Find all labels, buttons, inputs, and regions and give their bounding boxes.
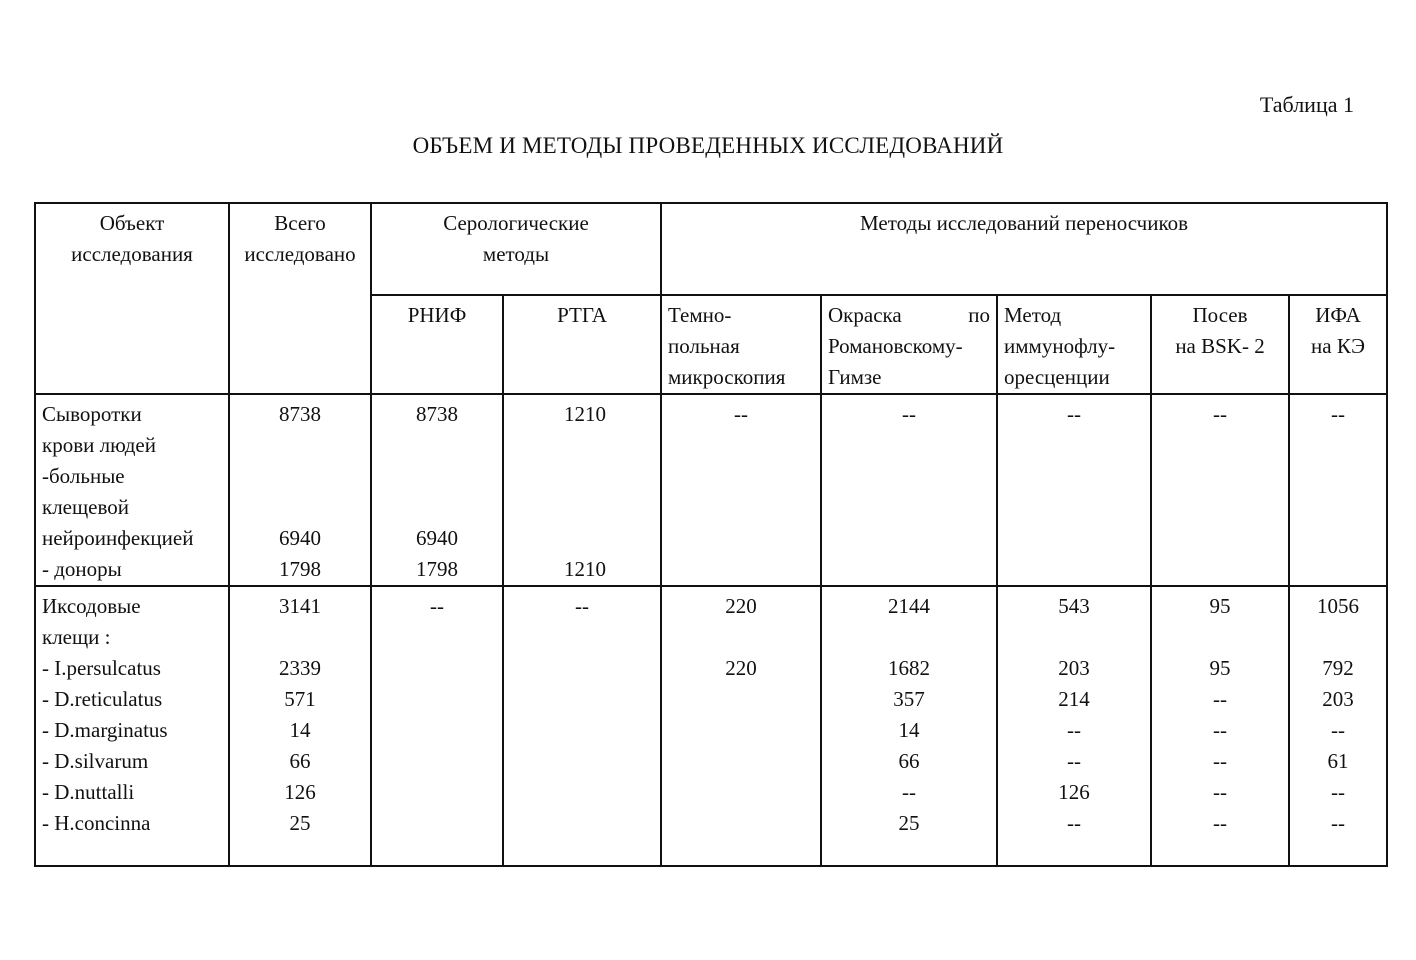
- cell-line: [668, 684, 814, 715]
- cell-line: - доноры: [42, 557, 122, 581]
- cell-line: - D.nuttalli: [42, 780, 135, 804]
- cell-line: 6940: [279, 526, 321, 550]
- cell-line: 220: [725, 594, 757, 618]
- col-header-serology: [371, 203, 661, 295]
- cell-line: --: [1213, 749, 1228, 773]
- col-header-object-line: Объект: [99, 211, 165, 235]
- sera-romanovsky-cell: [821, 394, 997, 586]
- cell-line: 214: [1058, 687, 1090, 711]
- cell-line: 1798: [416, 557, 458, 581]
- cell-line: --: [430, 594, 444, 618]
- sera-ifa-cell: [1289, 394, 1387, 586]
- col-header-immuno-line: Метод: [1004, 303, 1062, 327]
- cell-line: --: [1067, 718, 1082, 742]
- cell-line: [668, 808, 814, 839]
- col-header-serology-line: Серологические: [443, 211, 589, 235]
- col-header-darkfield-line: микроскопия: [668, 365, 786, 389]
- cell-line: 126: [1058, 780, 1090, 804]
- cell-line: [1004, 622, 1144, 653]
- cell-line: - D.silvarum: [42, 749, 149, 773]
- cell-line: -больные: [42, 464, 125, 488]
- cell-line: 14: [289, 718, 311, 742]
- sera-rtga-cell: [503, 394, 661, 586]
- col-header-ifa: [1289, 295, 1387, 394]
- ticks-romanovsky-cell: [821, 586, 997, 866]
- col-header-immuno: [997, 295, 1151, 394]
- cell-line: нейроинфекцией: [42, 526, 194, 550]
- col-header-object: [35, 203, 229, 394]
- col-header-darkfield-line: Темно-: [668, 303, 732, 327]
- cell-line: 2144: [888, 594, 931, 618]
- ticks-darkfield-cell: [661, 586, 821, 866]
- cell-line: [236, 492, 364, 523]
- col-header-vector-methods-label: Методы исследований переносчиков: [860, 211, 1188, 235]
- cell-line: 61: [1327, 749, 1349, 773]
- col-header-romanovsky-word: Окраска: [828, 303, 902, 327]
- cell-line: --: [1331, 811, 1346, 835]
- cell-line: 66: [289, 749, 311, 773]
- ticks-ifa-cell: [1289, 586, 1387, 866]
- cell-line: 66: [898, 749, 920, 773]
- ticks-rnif-cell: [371, 586, 503, 866]
- cell-line: 2339: [279, 656, 321, 680]
- cell-line: --: [1213, 811, 1228, 835]
- ticks-immuno-cell: [997, 586, 1151, 866]
- cell-line: 1210: [564, 557, 607, 581]
- col-header-total-line: исследовано: [244, 242, 356, 266]
- cell-line: --: [1067, 749, 1082, 773]
- sera-object-cell: [35, 394, 229, 586]
- cell-line: 25: [289, 811, 311, 835]
- cell-line: --: [1213, 780, 1228, 804]
- cell-line: Иксодовые: [42, 594, 141, 618]
- cell-line: 8738: [416, 402, 458, 426]
- cell-line: 1210: [564, 402, 607, 426]
- sera-immuno-cell: [997, 394, 1151, 586]
- cell-line: --: [1067, 402, 1082, 426]
- col-header-total-line: Всего: [274, 211, 326, 235]
- cell-line: 1682: [888, 656, 931, 680]
- cell-line: [668, 622, 814, 653]
- col-header-darkfield-line: польная: [668, 334, 740, 358]
- cell-line: 571: [284, 687, 316, 711]
- cell-line: [510, 461, 606, 492]
- col-header-bsk: [1151, 295, 1289, 394]
- cell-line: --: [1213, 718, 1228, 742]
- col-header-ifa-line: на КЭ: [1311, 334, 1365, 358]
- ticks-bsk-cell: [1151, 586, 1289, 866]
- ticks-total-cell: [229, 586, 371, 866]
- col-header-bsk-line: на BSK- 2: [1175, 334, 1265, 358]
- col-header-rnif: РНИФ: [371, 295, 503, 394]
- cell-line: - H.concinna: [42, 811, 151, 835]
- col-header-romanovsky-line: Гимзе: [828, 365, 882, 389]
- cell-line: [510, 523, 606, 554]
- sera-total-cell: [229, 394, 371, 586]
- document-title: ОБЪЕМ И МЕТОДЫ ПРОВЕДЕННЫХ ИССЛЕДОВАНИЙ: [412, 133, 1004, 158]
- header-row-1: [35, 203, 1387, 295]
- cell-line: 1798: [279, 557, 321, 581]
- table-row-ticks: [35, 586, 1387, 866]
- cell-line: [828, 622, 990, 653]
- col-header-total: [229, 203, 371, 394]
- col-header-romanovsky-line: [828, 300, 990, 331]
- cell-line: [236, 461, 364, 492]
- col-header-vector-methods: [661, 203, 1387, 295]
- cell-line: [236, 430, 364, 461]
- sera-bsk-cell: [1151, 394, 1289, 586]
- cell-line: --: [902, 402, 917, 426]
- col-header-romanovsky-line: Романовскому-: [828, 334, 963, 358]
- cell-line: [1158, 622, 1282, 653]
- col-header-immuno-line: иммунофлу-: [1004, 334, 1116, 358]
- sera-darkfield-cell: [661, 394, 821, 586]
- cell-line: --: [1067, 811, 1082, 835]
- cell-line: - D.reticulatus: [42, 687, 163, 711]
- cell-line: --: [734, 402, 749, 426]
- cell-line: 6940: [416, 526, 458, 550]
- table-number-label: Таблица 1: [1259, 92, 1354, 117]
- cell-line: --: [1331, 780, 1346, 804]
- cell-line: 203: [1058, 656, 1090, 680]
- cell-line: [1296, 622, 1380, 653]
- cell-line: [510, 492, 606, 523]
- cell-line: крови людей: [42, 433, 156, 457]
- col-header-romanovsky: [821, 295, 997, 394]
- ticks-rtga-cell: [503, 586, 661, 866]
- cell-line: клещевой: [42, 495, 130, 519]
- cell-line: 220: [725, 656, 757, 680]
- cell-line: 14: [898, 718, 920, 742]
- cell-line: [378, 492, 496, 523]
- col-header-bsk-line: Посев: [1192, 303, 1248, 327]
- table-row-sera: [35, 394, 1387, 586]
- cell-line: --: [902, 780, 917, 804]
- cell-line: [668, 777, 814, 808]
- cell-line: --: [1331, 402, 1346, 426]
- cell-line: 25: [898, 811, 920, 835]
- col-header-romanovsky-word: по: [968, 303, 991, 327]
- cell-line: 792: [1322, 656, 1354, 680]
- cell-line: 1056: [1317, 594, 1360, 618]
- research-table: [34, 202, 1388, 867]
- col-header-rtga: РТГА: [503, 295, 661, 394]
- cell-line: 203: [1322, 687, 1354, 711]
- cell-line: [236, 622, 364, 653]
- cell-line: [378, 461, 496, 492]
- col-header-ifa-line: ИФА: [1315, 303, 1361, 327]
- cell-line: [378, 430, 496, 461]
- cell-line: [668, 715, 814, 746]
- cell-line: 3141: [279, 594, 321, 618]
- col-header-object-line: исследования: [71, 242, 193, 266]
- cell-line: - D.marginatus: [42, 718, 168, 742]
- cell-line: [510, 430, 606, 461]
- cell-line: 357: [893, 687, 925, 711]
- cell-line: [668, 746, 814, 777]
- col-header-immuno-line: оресценции: [1004, 365, 1110, 389]
- cell-line: 95: [1209, 656, 1231, 680]
- cell-line: 543: [1058, 594, 1090, 618]
- cell-line: - I.persulcatus: [42, 656, 161, 680]
- sera-rnif-cell: [371, 394, 503, 586]
- cell-line: Сыворотки: [42, 402, 142, 426]
- cell-line: --: [575, 594, 589, 618]
- cell-line: 8738: [279, 402, 321, 426]
- cell-line: --: [1213, 687, 1228, 711]
- cell-line: клещи :: [42, 625, 111, 649]
- col-header-darkfield: [661, 295, 821, 394]
- cell-line: 95: [1209, 594, 1231, 618]
- col-header-serology-line: методы: [482, 242, 550, 266]
- ticks-object-cell: [35, 586, 229, 866]
- cell-line: --: [1331, 718, 1346, 742]
- cell-line: 126: [284, 780, 316, 804]
- cell-line: --: [1213, 402, 1228, 426]
